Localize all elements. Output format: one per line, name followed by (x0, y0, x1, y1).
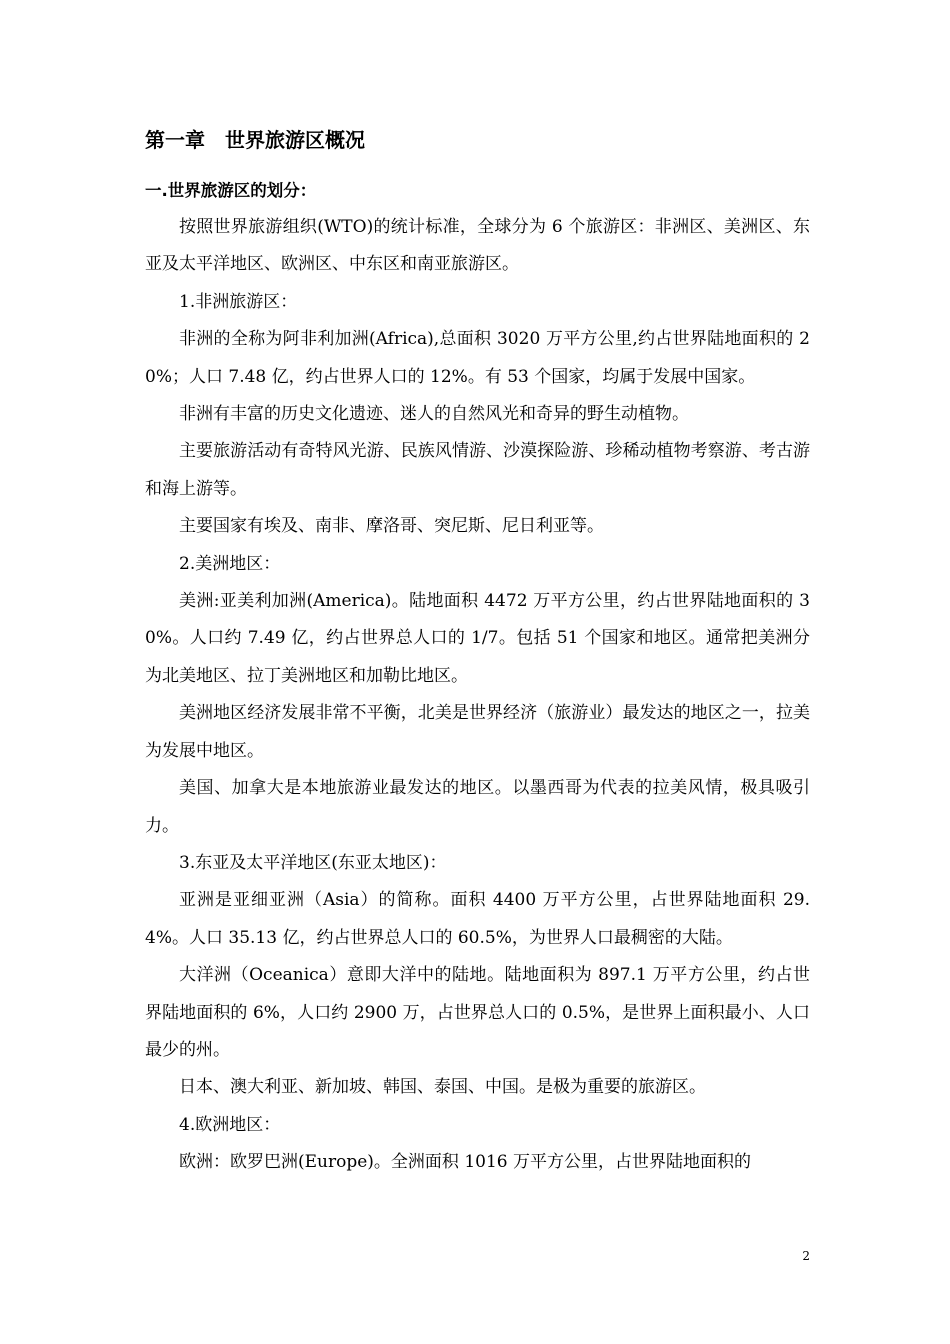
page-number: 2 (802, 1249, 810, 1263)
paragraph-europe-stats: 欧洲：欧罗巴洲(Europe)。全洲面积 1016 万平方公里，占世界陆地面积的 (179, 1152, 751, 1173)
paragraph-wto-overview: 按照世界旅游组织(WTO)的统计标准，全球分为 6 个旅游区：非洲区、美洲区、东亚及太平洋地区、欧洲区、中东区和南亚旅游区。 (145, 217, 810, 275)
paragraph-america-tourism: 美国、加拿大是本地旅游业最发达的地区。以墨西哥为代表的拉美风情，极具吸引力。 (145, 778, 810, 836)
subheading-east-asia-pacific: 3.东亚及太平洋地区(东亚太地区)： (179, 852, 447, 873)
paragraph-asia-stats: 亚洲是亚细亚洲（Asia）的简称。面积 4400 万平方公里，占世界陆地面积 29.4%。人口 35.13 亿，约占世界总人口的 60.5%，为世界人口最稠密的大陆。 (145, 890, 810, 948)
section-heading: 一.世界旅游区的划分： (145, 181, 317, 200)
paragraph-east-asia-countries: 日本、澳大利亚、新加坡、韩国、泰国、中国。是极为重要的旅游区。 (179, 1077, 706, 1098)
paragraph-africa-countries: 主要国家有埃及、南非、摩洛哥、突尼斯、尼日利亚等。 (179, 516, 604, 537)
subheading-europe: 4.欧洲地区： (179, 1114, 281, 1135)
page-content (145, 122, 810, 1182)
paragraph-africa-activities: 主要旅游活动有奇特风光游、民族风情游、沙漠探险游、珍稀动植物考察游、考古游和海上游等。 (145, 441, 810, 499)
paragraph-america-stats: 美洲:亚美利加洲(America)。陆地面积 4472 万平方公里，约占世界陆地面积的 30%。人口约 7.49 亿，约占世界总人口的 1/7。包括 51 个国家和地区。通常把美洲分为北美地区、拉丁美洲地区和加勒比地区。 (145, 591, 810, 686)
paragraph-america-economy: 美洲地区经济发展非常不平衡，北美是世界经济（旅游业）最发达的地区之一，拉美为发展中地区。 (145, 703, 810, 761)
paragraph-africa-features: 非洲有丰富的历史文化遗迹、迷人的自然风光和奇异的野生动植物。 (179, 404, 689, 425)
chapter-title: 第一章 世界旅游区概况 (145, 128, 365, 152)
subheading-africa: 1.非洲旅游区： (179, 291, 298, 312)
subheading-america: 2.美洲地区： (179, 553, 281, 574)
paragraph-africa-stats: 非洲的全称为阿非利加洲(Africa),总面积 3020 万平方公里,约占世界陆地面积的 20%；人口 7.48 亿，约占世界人口的 12%。有 53 个国家，均属于发展中国家。 (145, 329, 810, 387)
paragraph-oceania-stats: 大洋洲（Oceanica）意即大洋中的陆地。陆地面积为 897.1 万平方公里，约占世界陆地面积的 6%，人口约 2900 万，占世界总人口的 0.5%，是世界上面积最小、人口最少的州。 (145, 965, 810, 1060)
